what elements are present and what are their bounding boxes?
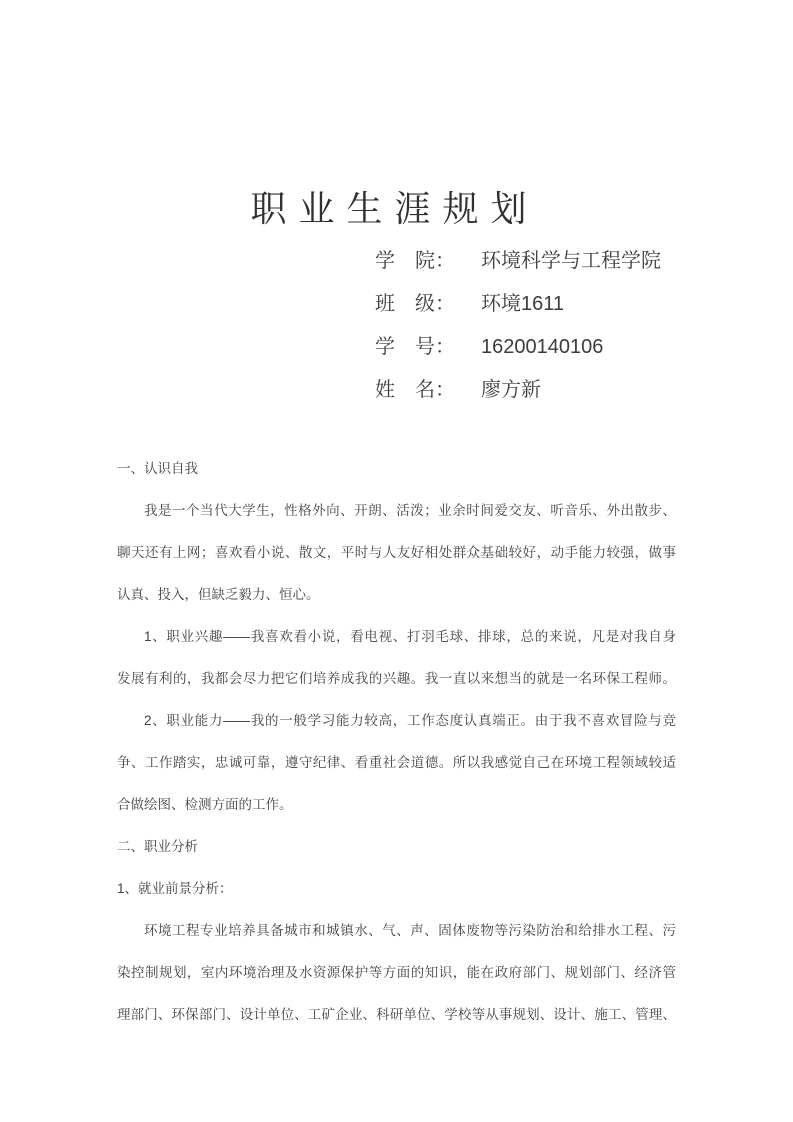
info-label-student-id: 学 号： xyxy=(375,336,455,358)
body-line: 2、职业能力——我的一般学习能力较高，工作态度认真端正。由于我不喜欢冒险与竞 xyxy=(144,713,676,728)
info-row-name xyxy=(375,369,661,412)
info-block xyxy=(375,240,661,412)
body-line: 发展有利的，我都会尽力把它们培养成我的兴趣。我一直以来想当的就是一名环保工程师。 xyxy=(117,671,676,686)
body-line: 合做绘图、检测方面的工作。 xyxy=(117,797,293,812)
body-line: 聊天还有上网；喜欢看小说、散文，平时与人友好相处群众基础较好，动手能力较强，做事 xyxy=(117,545,676,560)
body-text xyxy=(117,448,676,1036)
body-line: 1、职业兴趣——我喜欢看小说，看电视、打羽毛球、排球，总的来说，凡是对我自身 xyxy=(144,629,676,644)
info-row-class xyxy=(375,283,661,326)
body-line: 认真、投入，但缺乏毅力、恒心。 xyxy=(117,587,320,602)
section-heading-know-myself: 一、认识自我 xyxy=(117,461,198,476)
info-value-college: 环境科学与工程学院 xyxy=(481,250,661,272)
info-row-college xyxy=(375,240,661,283)
info-value-name: 廖方新 xyxy=(481,379,541,401)
info-value-class: 环境1611 xyxy=(481,293,565,315)
page-title: 职 业 生 涯 规 划 xyxy=(250,188,528,229)
body-line: 染控制规划，室内环境治理及水资源保护等方面的知识，能在政府部门、规划部门、经济管 xyxy=(117,965,676,980)
info-label-name: 姓 名： xyxy=(375,379,455,401)
subsection-heading-employment-prospects: 1、就业前景分析： xyxy=(117,881,233,896)
info-value-student-id: 16200140106 xyxy=(481,336,604,358)
body-line: 我是一个当代大学生，性格外向、开朗、活泼；业余时间爱交友、听音乐、外出散步、 xyxy=(144,503,676,518)
body-line: 争、工作踏实，忠诚可靠，遵守纪律、看重社会道德。所以我感觉自己在环境工程领域较适 xyxy=(117,755,676,770)
body-line: 理部门、环保部门、设计单位、工矿企业、科研单位、学校等从事规划、设计、施工、管理、 xyxy=(117,1007,676,1022)
info-label-college: 学 院： xyxy=(375,250,455,272)
info-label-class: 班 级： xyxy=(375,293,455,315)
section-heading-career-analysis: 二、职业分析 xyxy=(117,839,198,854)
info-row-student-id xyxy=(375,326,661,369)
body-line: 环境工程专业培养具备城市和城镇水、气、声、固体废物等污染防治和给排水工程、污 xyxy=(144,923,676,938)
